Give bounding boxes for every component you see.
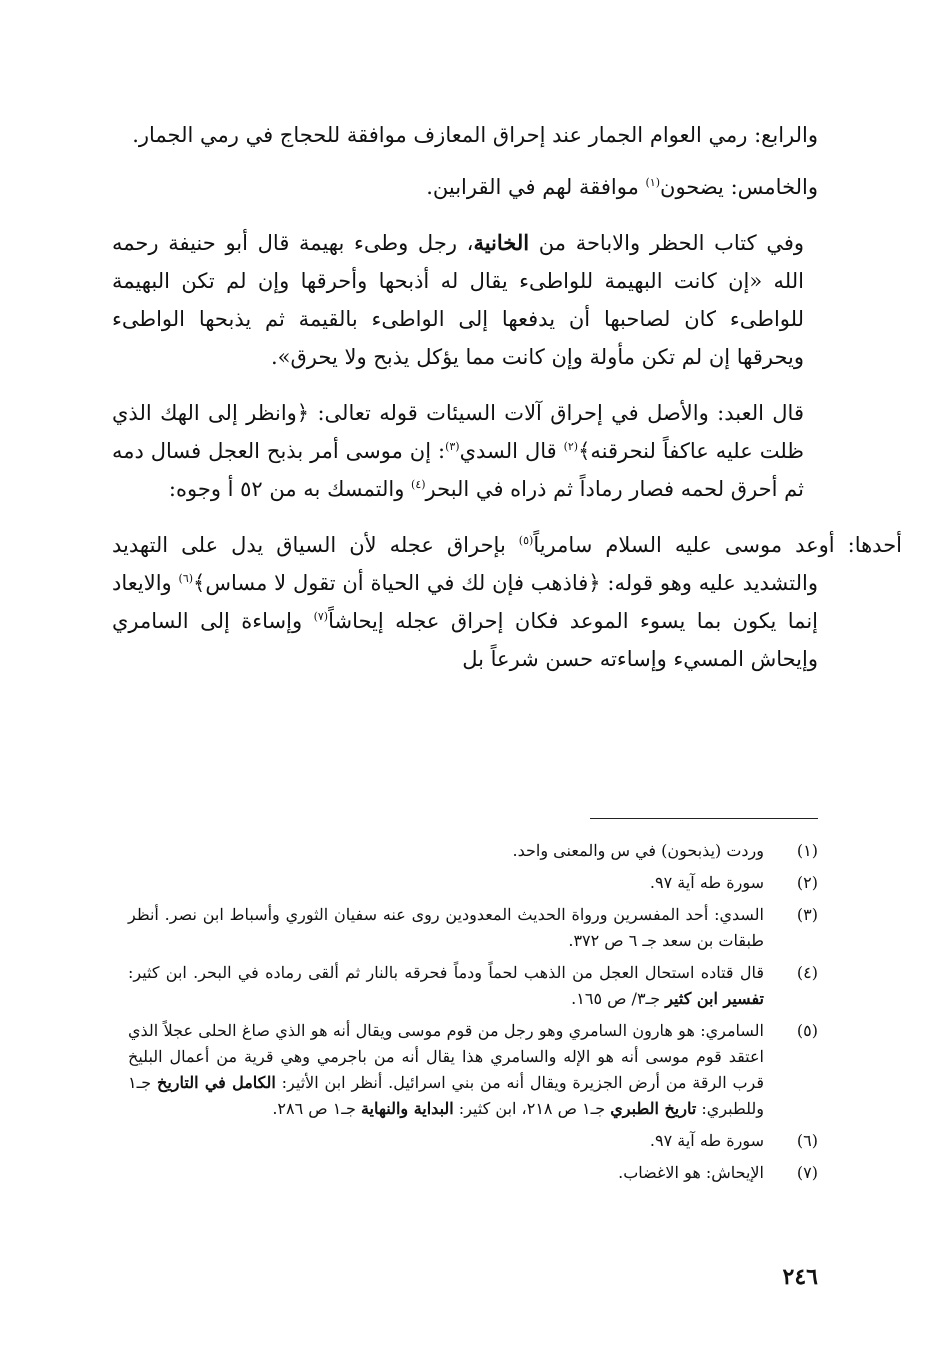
footnote-6 <box>128 1128 818 1154</box>
paragraph-first-label: أحدها: <box>834 533 903 557</box>
paragraph-first <box>112 526 903 678</box>
paragraph-abd <box>112 394 818 508</box>
footnote-number: (٣) <box>796 905 818 924</box>
footnote-text <box>128 960 764 1012</box>
footnote-text: سورة طه آية ٩٧. <box>649 873 764 892</box>
footnote-2 <box>128 870 818 896</box>
paragraph-fifth-text: والخامس: يضحون <box>660 175 818 199</box>
footnote-text: السدي: أحد المفسرين ورواة الحديث المعدودين روى عنه سفيان الثوري وأسباط ابن نصر. أنظر طبقات بن سعد جـ ٦ ص ٣٧٢. <box>128 905 765 950</box>
footnote-number: (١) <box>796 841 818 860</box>
footnote-number: (٧) <box>796 1163 818 1182</box>
footnote-text: الإيحاش: هو الاغضاب. <box>618 1163 764 1182</box>
footnote-ref-1: (١) <box>645 176 661 189</box>
footnote-1 <box>128 838 818 864</box>
book-title-tabari: تاريخ الطبري <box>610 1099 697 1118</box>
footnote-text: سورة طه آية ٩٧. <box>649 1131 764 1150</box>
paragraph-khania-text: وفي كتاب الحظر والاباحة من <box>529 231 804 255</box>
footnote-number: (٤) <box>796 963 818 982</box>
footnote-ref-7: (٧) <box>313 610 329 623</box>
footnote-text-part: جـ١ ص ٢١٨، ابن كثير: <box>453 1099 611 1118</box>
paragraph-fourth-text: والرابع: رمي العوام الجمار عند إحراق المعازف موافقة للحجاج في رمي الجمار. <box>132 123 818 147</box>
footnote-text-part: السامري: هو هارون السامري وهو رجل من قوم موسى ويقال أنه هو الذي صاغ الحلى عجلاً الذي اعتقد قوم موسى أنه هو الإله والسامري هذا يقال أنه من باجرمي وهي قرية من أعمال البليخ قرب الرقة من أرض الجزيرة ويقال أنه من بني اسرائيل. أنظر ابن الأثير: <box>128 1021 765 1092</box>
footnote-ref-3: (٣) <box>445 440 460 453</box>
paragraph-khania-text-end: ، رجل وطىء بهيمة قال أبو حنيفة رحمه الله «إن كانت البهيمة للواطىء يقال له أذبحها وأحرقها وإن لم تكن البهيمة للواطىء كان لصاحبها أن يدفعها إلى الواطىء بالقيمة ثم يذبحها الواطىء ويحرقها إن لم تكن مأولة وإن كانت مما يؤكل يذبح ولا يحرق». <box>112 231 804 369</box>
footnote-text-part: جـ١ وللطبري: <box>128 1073 764 1118</box>
footnote-text-part: جـ١ ص ٢٨٦. <box>272 1099 361 1118</box>
page-number: ٢٤٦ <box>782 1264 818 1290</box>
paragraph-fifth <box>112 168 818 206</box>
footnote-ref-4: (٤) <box>411 478 426 491</box>
footnote-3 <box>128 902 818 954</box>
footnote-separator <box>590 818 818 819</box>
book-title-kamil: الكامل في التاريخ <box>157 1073 276 1092</box>
footnote-ref-2: (٢) <box>563 440 579 453</box>
footnotes-section <box>128 838 818 1192</box>
footnote-text <box>128 1018 764 1122</box>
paragraph-abd-text-3: : إن موسى أمر بذبح العجل فسال دمه ثم أحرق لحمه فصار رماداً ثم ذراه في البحر <box>112 439 804 501</box>
paragraph-first-text: أوعد موسى عليه السلام سامرياً <box>533 533 835 557</box>
footnote-number: (٦) <box>796 1131 818 1150</box>
paragraph-fifth-text-end: موافقة لهم في القرابين. <box>426 175 646 199</box>
footnote-ref-5: (٥) <box>518 534 534 547</box>
book-title-bidaya: البداية والنهاية <box>360 1099 454 1118</box>
footnote-ref-6: (٦) <box>178 572 194 585</box>
paragraph-abd-text-2: قال السدي <box>459 439 564 463</box>
paragraph-abd-text: قال العبد: والأصل في إحراق آلات السيئات قوله تعالى: ﴿وانظر إلى الهك الذي ظلت عليه عاكفاً لنحرقنه﴾ <box>112 401 805 463</box>
book-title-khania: الخانية <box>473 230 530 255</box>
paragraph-fourth <box>112 116 818 154</box>
footnote-text: وردت (يذبحون) في س والمعنى واحد. <box>512 841 764 860</box>
footnote-7 <box>128 1160 818 1186</box>
footnote-text-part: جـ٣/ ص ١٦٥. <box>571 989 666 1008</box>
paragraph-first-text-2: بإحراق عجله لأن السياق يدل على التهديد والتشديد عليه وهو قوله: ﴿فاذهب فإن لك في الحياة أن تقول لا مساس﴾ <box>112 533 819 595</box>
paragraph-khania <box>112 224 818 376</box>
paragraph-first-text-4: وإساءة إلى السامري وإيحاش المسيء وإساءته حسن شرعاً بل <box>112 609 818 671</box>
footnote-5 <box>128 1018 818 1122</box>
book-title-ibn-kathir-tafsir: تفسير ابن كثير <box>665 989 764 1008</box>
footnote-4 <box>128 960 818 1012</box>
footnote-number: (٢) <box>796 873 818 892</box>
footnote-text-part: قال قتاده استحال العجل من الذهب لحماً ودماً فحرقه بالنار ثم ألقى رماده في البحر. ابن كثير: <box>128 963 764 982</box>
main-text <box>112 116 903 678</box>
paragraph-first-text-3: والايعاد إنما يكون بما يسوء الموعد فكان إحراق عجله إيحاشاً <box>112 571 818 633</box>
paragraph-abd-text-4: والتمسك به من ٥٢ أ وجوه: <box>168 477 412 501</box>
footnote-number: (٥) <box>796 1021 818 1040</box>
